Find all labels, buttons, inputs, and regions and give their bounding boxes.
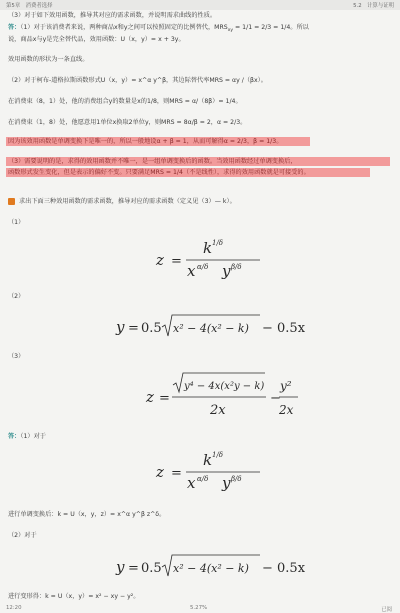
eq2-tail: − 0.5x <box>262 321 306 336</box>
eq1-den2-base: y <box>222 262 231 280</box>
equation-1 <box>150 236 270 284</box>
equation-1-repeat <box>150 448 270 496</box>
read-status: 已阅 <box>381 607 392 613</box>
svg-text:=: = <box>128 561 139 576</box>
answer-1-text-b: = 1/1 = 2/3 = 1/4。所以 <box>233 24 309 31</box>
svg-text:k: k <box>203 451 213 469</box>
answer-2-line-b: 在消费束（8，1）处，他的消费组合y的数量是x的1/8，则MRS = α/（8β）= 1/4。 <box>8 98 242 105</box>
equation-2 <box>110 312 306 344</box>
answer-q1-follow: 进行单调变换后：k = U（x，y，z）= x^α y^β z^δ。 <box>8 511 166 518</box>
question-3-label: （3） <box>8 353 25 360</box>
answer-1-line-a <box>8 23 309 35</box>
answer-1-subscript: xy <box>227 28 234 34</box>
question-intro: 求出下面三种效用函数的需求函数，推导对应的需求函数（定义见（3）— k）。 <box>19 198 236 205</box>
answer-label-2: 答： <box>8 433 21 440</box>
svg-text:=: = <box>128 321 139 336</box>
equation-2-repeat <box>110 552 306 584</box>
answer-1-text-a: （1）对于该消费者来说，两种商品x和y之间可以按照固定的比例替代，MRS <box>20 24 228 31</box>
chapter-title: 第5章 消费者选择 <box>6 3 53 9</box>
answer-1-line-d: 效用函数的形状为一条直线。 <box>8 56 89 63</box>
eq3-lhs: z <box>146 388 154 406</box>
intro-text: （3）对于如下效用函数，推导其对应的需求函数，并说明需求曲线的性质。 <box>8 12 217 19</box>
svg-text:=: = <box>159 391 170 406</box>
question-2-label: （2） <box>8 293 25 300</box>
svg-text:x² − 4(x² − k): x² − 4(x² − k) <box>173 562 249 575</box>
svg-text:0.5: 0.5 <box>141 561 162 576</box>
svg-text:α/δ: α/δ <box>197 475 209 483</box>
eq3-denominator: 2x <box>210 403 226 418</box>
svg-text:=: = <box>171 466 182 481</box>
progress-text: 5.27% <box>190 605 208 611</box>
eq3-radicand: y⁴ − 4x(x²y − k) <box>184 381 265 392</box>
eq3-frac2-den: 2x <box>279 403 294 417</box>
highlight-text-2a: （3）需要说明的是，求得的效用函数并不唯一，是一组单调变换后的函数。当效用函数经过单调变换后， <box>8 158 297 165</box>
answer-1-line-c: 说，商品x与y是完全替代品，效用函数：U（x，y）= x + 3y。 <box>8 36 185 43</box>
svg-text:− 0.5x: − 0.5x <box>262 561 306 576</box>
eq1-lhs: z <box>156 251 164 269</box>
svg-text:z: z <box>156 463 164 481</box>
equation-3 <box>140 370 300 424</box>
question-1-label: （1） <box>8 219 25 226</box>
svg-text:y: y <box>116 558 125 576</box>
svg-text:1/δ: 1/δ <box>212 451 224 459</box>
section-title: 5.2 计算与证明 <box>353 3 394 9</box>
highlight-text-2b: 函数形式发生变化，但是表示的偏好不变。只要满足MRS = 1/4（不是线性），求得的效用函数就是可接受的。 <box>8 169 310 176</box>
eq2-lhs: y <box>116 318 125 336</box>
svg-text:β/δ: β/δ <box>231 475 242 483</box>
svg-text:y: y <box>222 474 231 492</box>
answer-q2-follow: 进行变形得：k = U（x，y）= x² − xy − y²。 <box>8 593 140 600</box>
svg-text:=: = <box>171 254 182 269</box>
eq1-num-exp: 1/δ <box>212 239 224 247</box>
status-bar <box>0 0 400 10</box>
highlight-text-1: 因为该效用函数是单调变换下是唯一的，所以一般地设α + β = 1，从而可解得α = 2/3，β = 1/3。 <box>8 138 283 145</box>
eq1-den1-base: x <box>187 262 196 280</box>
svg-text:x: x <box>187 474 196 492</box>
answer-2-line-c: 在消费束（1，8）处，他愿意用1单位x换取2单位y，则MRS = 8α/β = 2，α = 2/3。 <box>8 119 247 126</box>
eq2-inner: x² − 4(x² − k) <box>173 322 249 335</box>
svg-text:−: − <box>270 391 281 406</box>
eq3-frac2-num: y² <box>280 379 292 393</box>
question-badge <box>8 198 15 205</box>
answer-q1-text: （1）对于 <box>20 433 46 440</box>
eq1-den1-exp: α/δ <box>197 263 209 271</box>
clock-text: 12:20 <box>6 605 22 611</box>
answer-q1-line <box>8 432 46 441</box>
answer-label: 答： <box>8 24 21 31</box>
eq1-num-base: k <box>203 239 213 257</box>
bottom-bar <box>0 604 400 613</box>
answer-2-line-a: （2）对于柯布-道格拉斯函数形式U（x，y）= x^α y^β，其边际替代率MRS = αy /（βx）。 <box>8 77 267 84</box>
eq2-coef: 0.5 <box>141 321 162 336</box>
eq1-den2-exp: β/δ <box>231 263 242 271</box>
answer-q2-line: （2）对于 <box>8 532 37 539</box>
